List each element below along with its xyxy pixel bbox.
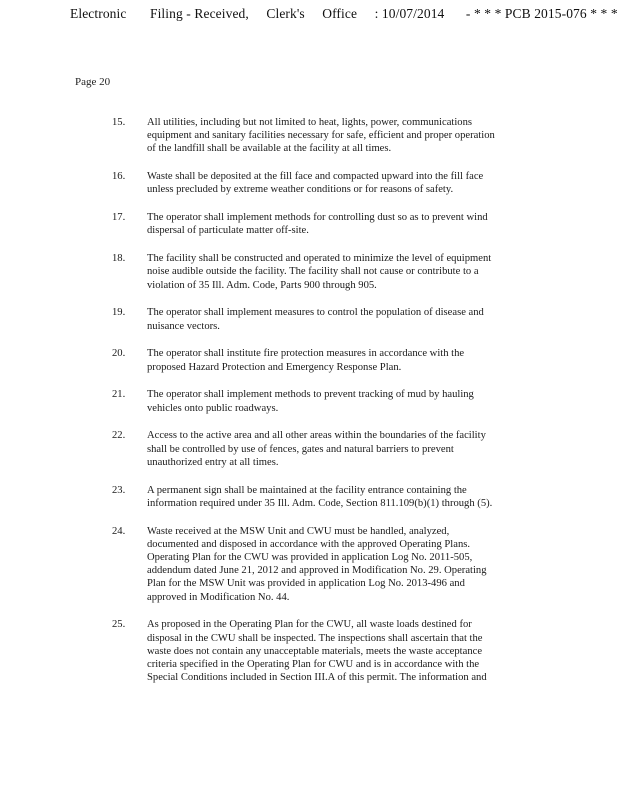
condition-text [147, 170, 552, 196]
condition-text-line: addendum dated June 21, 2012 and approved in Modification No. 29. Operating [147, 565, 487, 577]
condition-text [147, 429, 552, 469]
condition-text [147, 306, 552, 332]
condition-number: 25. [112, 619, 126, 631]
condition-text-line: As proposed in the Operating Plan for the CWU, all waste loads destined for [147, 619, 472, 631]
condition-number: 21. [112, 389, 126, 401]
condition-number: 24. [112, 525, 126, 537]
condition-number: 20. [112, 348, 126, 360]
condition-item [112, 116, 552, 156]
header-segment: - * * * PCB 2015-076 * * * [465, 6, 618, 21]
condition-text-line: unless precluded by extreme weather conditions or for reasons of safety. [147, 184, 454, 196]
condition-item [112, 388, 552, 414]
condition-text-line: violation of 35 Ill. Adm. Code, Parts 900 through 905. [147, 279, 377, 291]
condition-item [112, 170, 552, 196]
condition-text-line: noise audible outside the facility. The facility shall not cause or contribute to a [147, 266, 479, 278]
condition-text-line: Access to the active area and all other areas within the boundaries of the facility [147, 430, 486, 442]
condition-text-line: shall be controlled by use of fences, gates and natural barriers to prevent [147, 443, 454, 455]
condition-text [147, 525, 552, 604]
condition-text [147, 388, 552, 414]
condition-text-line: Special Conditions included in Section III.A of this permit. The information and [147, 672, 487, 684]
header-segment: Filing - Received, [149, 6, 249, 21]
condition-number: 16. [112, 171, 126, 183]
condition-item [112, 347, 552, 373]
condition-text-line: waste does not contain any unacceptable materials, meets the waste acceptance [147, 645, 483, 657]
condition-text-line: of the landfill shall be available at the facility at all times. [147, 143, 392, 155]
condition-number: 23. [112, 484, 126, 496]
condition-text-line: Waste received at the MSW Unit and CWU must be handled, analyzed, [147, 525, 450, 537]
condition-text-line: Plan for the MSW Unit was provided in application Log No. 2013-496 and [147, 578, 465, 590]
condition-text-line: The operator shall implement methods to prevent tracking of mud by hauling [147, 389, 474, 401]
condition-list [112, 116, 552, 699]
condition-text [147, 211, 552, 237]
condition-text-line: A permanent sign shall be maintained at the facility entrance containing the [147, 484, 467, 496]
header-segment: Electronic [70, 6, 127, 21]
condition-item [112, 211, 552, 237]
condition-item [112, 252, 552, 292]
header-segment: Office [322, 6, 358, 21]
condition-text-line: criteria specified in the Operating Plan for CWU and is in accordance with the [147, 659, 480, 671]
condition-text-line: disposal in the CWU shall be inspected. The inspections shall ascertain that the [147, 632, 483, 644]
page-number: Page 20 [75, 76, 111, 88]
condition-text [147, 252, 552, 292]
condition-text-line: Operating Plan for the CWU was provided in application Log No. 2011-505, [147, 552, 473, 564]
condition-text [147, 618, 552, 684]
condition-text [147, 484, 552, 510]
condition-text-line: approved in Modification No. 44. [147, 591, 290, 603]
condition-text-line: proposed Hazard Protection and Emergency Response Plan. [147, 361, 402, 373]
condition-number: 15. [112, 117, 126, 128]
condition-number: 22. [112, 430, 126, 442]
condition-text-line: documented and disposed in accordance with the approved Operating Plans. [147, 538, 471, 550]
condition-item [112, 525, 552, 604]
condition-item [112, 306, 552, 332]
condition-item [112, 429, 552, 469]
condition-text-line: equipment and sanitary facilities necessary for safe, efficient and proper operation [147, 130, 495, 142]
condition-number: 18. [112, 253, 126, 265]
condition-text-line: The facility shall be constructed and operated to minimize the level of equipment [147, 253, 492, 265]
condition-text-line: The operator shall implement measures to control the population of disease and [147, 307, 484, 319]
condition-text-line: vehicles onto public roadways. [147, 402, 279, 414]
filing-stamp-header [70, 6, 618, 22]
condition-text-line: Waste shall be deposited at the fill face and compacted upward into the fill face [147, 171, 484, 183]
condition-text [147, 116, 552, 156]
condition-text-line: information required under 35 Ill. Adm. Code, Section 811.109(b)(1) through (5). [147, 497, 493, 509]
condition-number: 17. [112, 212, 126, 224]
header-segment: Clerk's [266, 6, 305, 21]
condition-text-line: The operator shall implement methods for controlling dust so as to prevent wind [147, 212, 488, 224]
condition-item [112, 618, 552, 684]
condition-number: 19. [112, 307, 126, 319]
condition-text-line: nuisance vectors. [147, 320, 220, 332]
condition-text [147, 347, 552, 373]
condition-text-line: dispersal of particulate matter off-site. [147, 225, 309, 237]
condition-text-line: unauthorized entry at all times. [147, 456, 279, 468]
condition-text-line: The operator shall institute fire protection measures in accordance with the [147, 348, 465, 360]
header-segment: : 10/07/2014 [374, 6, 445, 21]
condition-item [112, 484, 552, 510]
condition-text-line: All utilities, including but not limited to heat, lights, power, communications [147, 117, 473, 128]
